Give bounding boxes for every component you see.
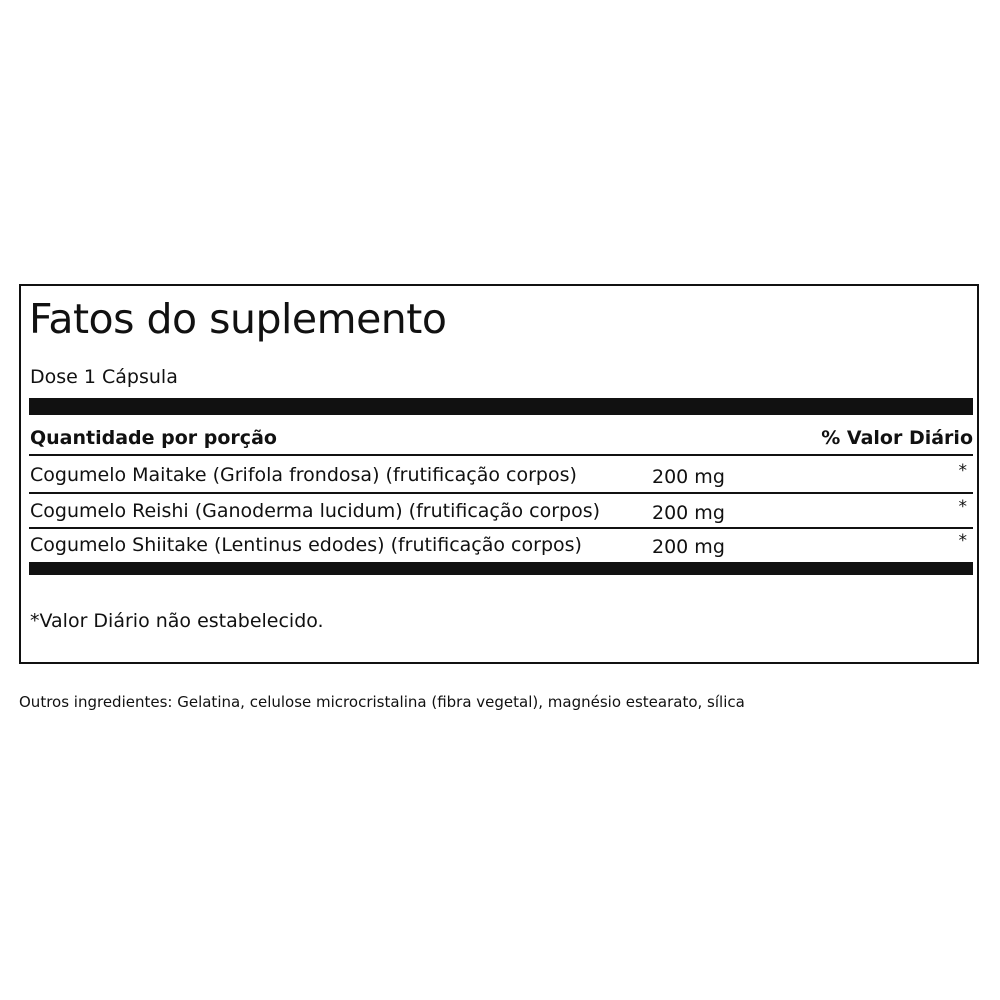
ingredient-name: Cogumelo Shiitake (Lentinus edodes) (frutificação corpos): [30, 534, 582, 556]
thick-divider-bottom: [29, 562, 973, 575]
ingredient-amount: 200 mg: [652, 466, 725, 488]
ingredient-name: Cogumelo Maitake (Grifola frondosa) (frutificação corpos): [30, 464, 577, 486]
thick-divider-top: [29, 398, 973, 415]
ingredient-amount: 200 mg: [652, 536, 725, 558]
table-header: [29, 424, 973, 452]
ingredient-name: Cogumelo Reishi (Ganoderma lucidum) (frutificação corpos): [30, 500, 601, 522]
amount-per-serving-heading: Quantidade por porção: [30, 427, 277, 449]
panel-title: Fatos do suplemento: [29, 295, 447, 343]
ingredient-amount: 200 mg: [652, 502, 725, 524]
ingredient-daily-value: *: [958, 461, 967, 481]
serving-size: Dose 1 Cápsula: [30, 366, 178, 388]
table-row: [29, 528, 973, 562]
daily-value-footnote: *Valor Diário não estabelecido.: [30, 610, 324, 632]
daily-value-heading: % Valor Diário: [821, 427, 973, 449]
thin-divider: [29, 454, 973, 456]
supplement-facts-panel: [19, 284, 979, 664]
other-ingredients: Outros ingredientes: Gelatina, celulose microcristalina (fibra vegetal), magnésio estearato, sílica: [19, 693, 745, 711]
table-row: [29, 494, 973, 528]
ingredient-daily-value: *: [958, 531, 967, 551]
table-row: [29, 458, 973, 492]
ingredient-daily-value: *: [958, 497, 967, 517]
